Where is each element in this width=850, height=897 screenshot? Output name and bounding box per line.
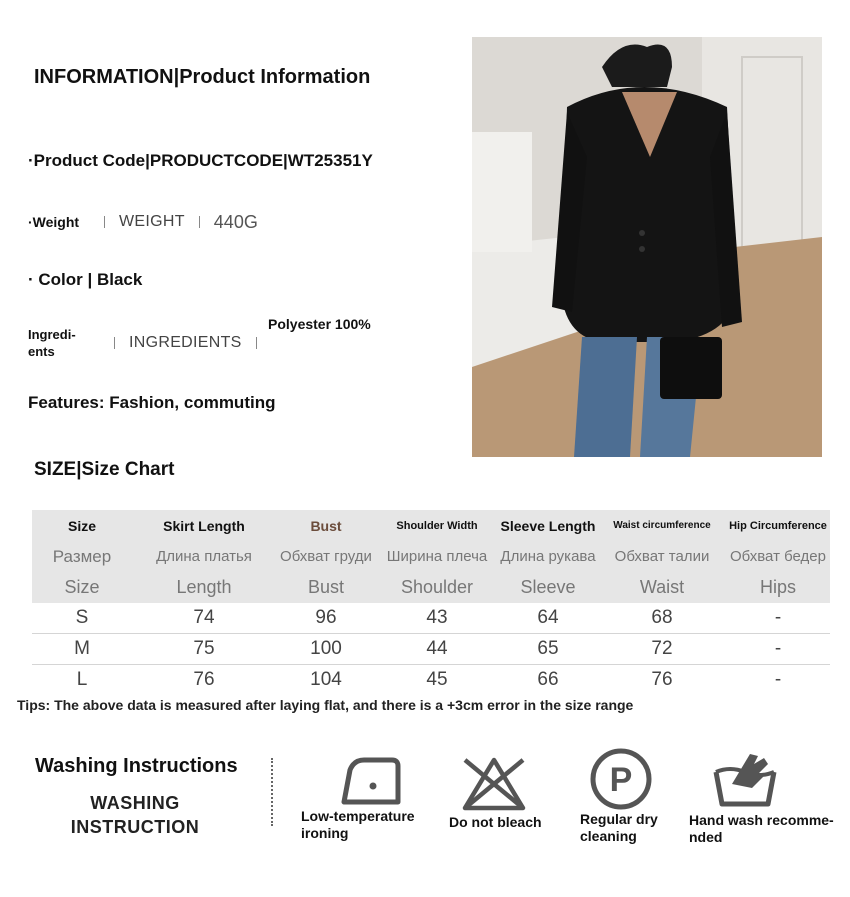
ingredients-label-line2: ents bbox=[28, 344, 55, 359]
header-skirt-length: Skirt Length bbox=[163, 517, 245, 534]
weight-row bbox=[28, 210, 258, 234]
cell-waist: 68 bbox=[651, 607, 673, 628]
header-short-size: Size bbox=[64, 577, 100, 597]
dry-clean-p-icon bbox=[586, 744, 656, 819]
cell-shoulder: 43 bbox=[426, 607, 448, 628]
divider bbox=[114, 337, 115, 349]
iron-label bbox=[301, 808, 415, 842]
model-illustration bbox=[472, 37, 822, 457]
header-short-sleeve: Sleeve bbox=[520, 577, 576, 597]
weight-caps: WEIGHT bbox=[119, 213, 185, 230]
iron-label-line1: Low-temperature bbox=[301, 808, 415, 824]
header-ru-sleeve: Длина рукава bbox=[500, 548, 596, 565]
header-hip: Hip Circumference bbox=[729, 519, 827, 532]
info-title: INFORMATION|Product Information bbox=[34, 66, 371, 88]
iron-label-line2: ironing bbox=[301, 825, 349, 841]
cell-sleeve: 65 bbox=[537, 638, 559, 659]
header-bust: Bust bbox=[310, 517, 342, 534]
header-short-bust: Bust bbox=[307, 577, 345, 597]
cell-sleeve: 66 bbox=[537, 669, 559, 690]
hand-wash-label-line2: nded bbox=[689, 829, 723, 845]
hand-wash-label-line1: Hand wash recomme- bbox=[689, 812, 834, 828]
cell-waist: 76 bbox=[651, 669, 673, 690]
weight-label: ·Weight bbox=[28, 214, 80, 230]
table-row bbox=[32, 665, 830, 695]
cell-length: 76 bbox=[193, 669, 215, 690]
header-ru-size: Размер bbox=[52, 546, 112, 566]
header-short-length: Length bbox=[176, 577, 232, 597]
cell-sleeve: 64 bbox=[537, 607, 559, 628]
header-short-shoulder: Shoulder bbox=[400, 577, 474, 597]
header-waist: Waist circumference bbox=[613, 520, 711, 531]
header-ru-bust: Обхват груди bbox=[280, 548, 372, 565]
dry-clean-label-line2: cleaning bbox=[580, 828, 637, 844]
features-line: Features: Fashion, commuting bbox=[28, 393, 276, 412]
product-photo bbox=[472, 37, 822, 457]
cell-bust: 96 bbox=[315, 607, 337, 628]
cell-bust: 104 bbox=[310, 669, 342, 690]
table-header-short bbox=[32, 572, 830, 603]
cell-length: 75 bbox=[193, 638, 215, 659]
hand-wash-label bbox=[689, 812, 834, 846]
ingredients-label bbox=[28, 326, 98, 360]
dotted-divider bbox=[271, 758, 273, 826]
no-bleach-icon bbox=[459, 752, 529, 821]
cell-waist: 72 bbox=[651, 638, 673, 659]
header-ru-shoulder: Ширина плеча bbox=[386, 548, 488, 565]
ingredients-value: Polyester 100% bbox=[268, 316, 371, 332]
cell-shoulder: 45 bbox=[426, 669, 448, 690]
table-header-en bbox=[32, 510, 830, 541]
divider bbox=[199, 216, 200, 228]
cell-shoulder: 44 bbox=[426, 638, 448, 659]
color-line: · Color | Black bbox=[28, 270, 143, 289]
cell-size: S bbox=[75, 607, 89, 628]
size-table bbox=[32, 510, 830, 695]
cell-hips: - bbox=[774, 607, 782, 628]
dry-clean-label-line1: Regular dry bbox=[580, 811, 658, 827]
table-header-ru bbox=[32, 541, 830, 572]
ingredients-caps: INGREDIENTS bbox=[129, 334, 242, 351]
dry-clean-label bbox=[580, 811, 658, 845]
cell-hips: - bbox=[774, 669, 782, 690]
header-size: Size bbox=[67, 517, 96, 534]
size-chart-title: SIZE|Size Chart bbox=[34, 459, 175, 480]
washing-caption bbox=[50, 791, 220, 839]
header-short-waist: Waist bbox=[639, 577, 685, 597]
cell-length: 74 bbox=[193, 607, 215, 628]
washing-caption-line1: WASHING bbox=[90, 793, 180, 813]
cell-bust: 100 bbox=[310, 638, 342, 659]
divider bbox=[256, 337, 257, 349]
weight-value: 440G bbox=[213, 211, 258, 232]
size-tips: Tips: The above data is measured after laying flat, and there is a +3cm error in the size range bbox=[17, 697, 634, 713]
header-ru-waist: Обхват талии bbox=[614, 548, 710, 565]
header-ru-length: Длина платья bbox=[156, 548, 252, 565]
ingredients-label-line1: Ingredi- bbox=[28, 327, 76, 342]
table-row bbox=[32, 603, 830, 634]
washing-caption-line2: INSTRUCTION bbox=[70, 817, 200, 837]
header-shoulder-width: Shoulder Width bbox=[396, 519, 478, 532]
header-ru-hip: Обхват бедер bbox=[730, 548, 826, 565]
hand-wash-icon bbox=[710, 746, 780, 815]
table-row bbox=[32, 634, 830, 665]
ingredients-caps-row bbox=[100, 334, 271, 352]
svg-text:P: P bbox=[609, 761, 633, 799]
cell-size: L bbox=[76, 669, 88, 690]
cell-hips: - bbox=[774, 638, 782, 659]
cell-size: M bbox=[74, 638, 90, 659]
header-sleeve-length: Sleeve Length bbox=[500, 517, 596, 534]
no-bleach-label: Do not bleach bbox=[449, 814, 542, 830]
divider bbox=[104, 216, 105, 228]
washing-title: Washing Instructions bbox=[35, 755, 238, 777]
product-code: ·Product Code|PRODUCTCODE|WT25351Y bbox=[28, 151, 373, 170]
header-short-hips: Hips bbox=[759, 577, 796, 597]
